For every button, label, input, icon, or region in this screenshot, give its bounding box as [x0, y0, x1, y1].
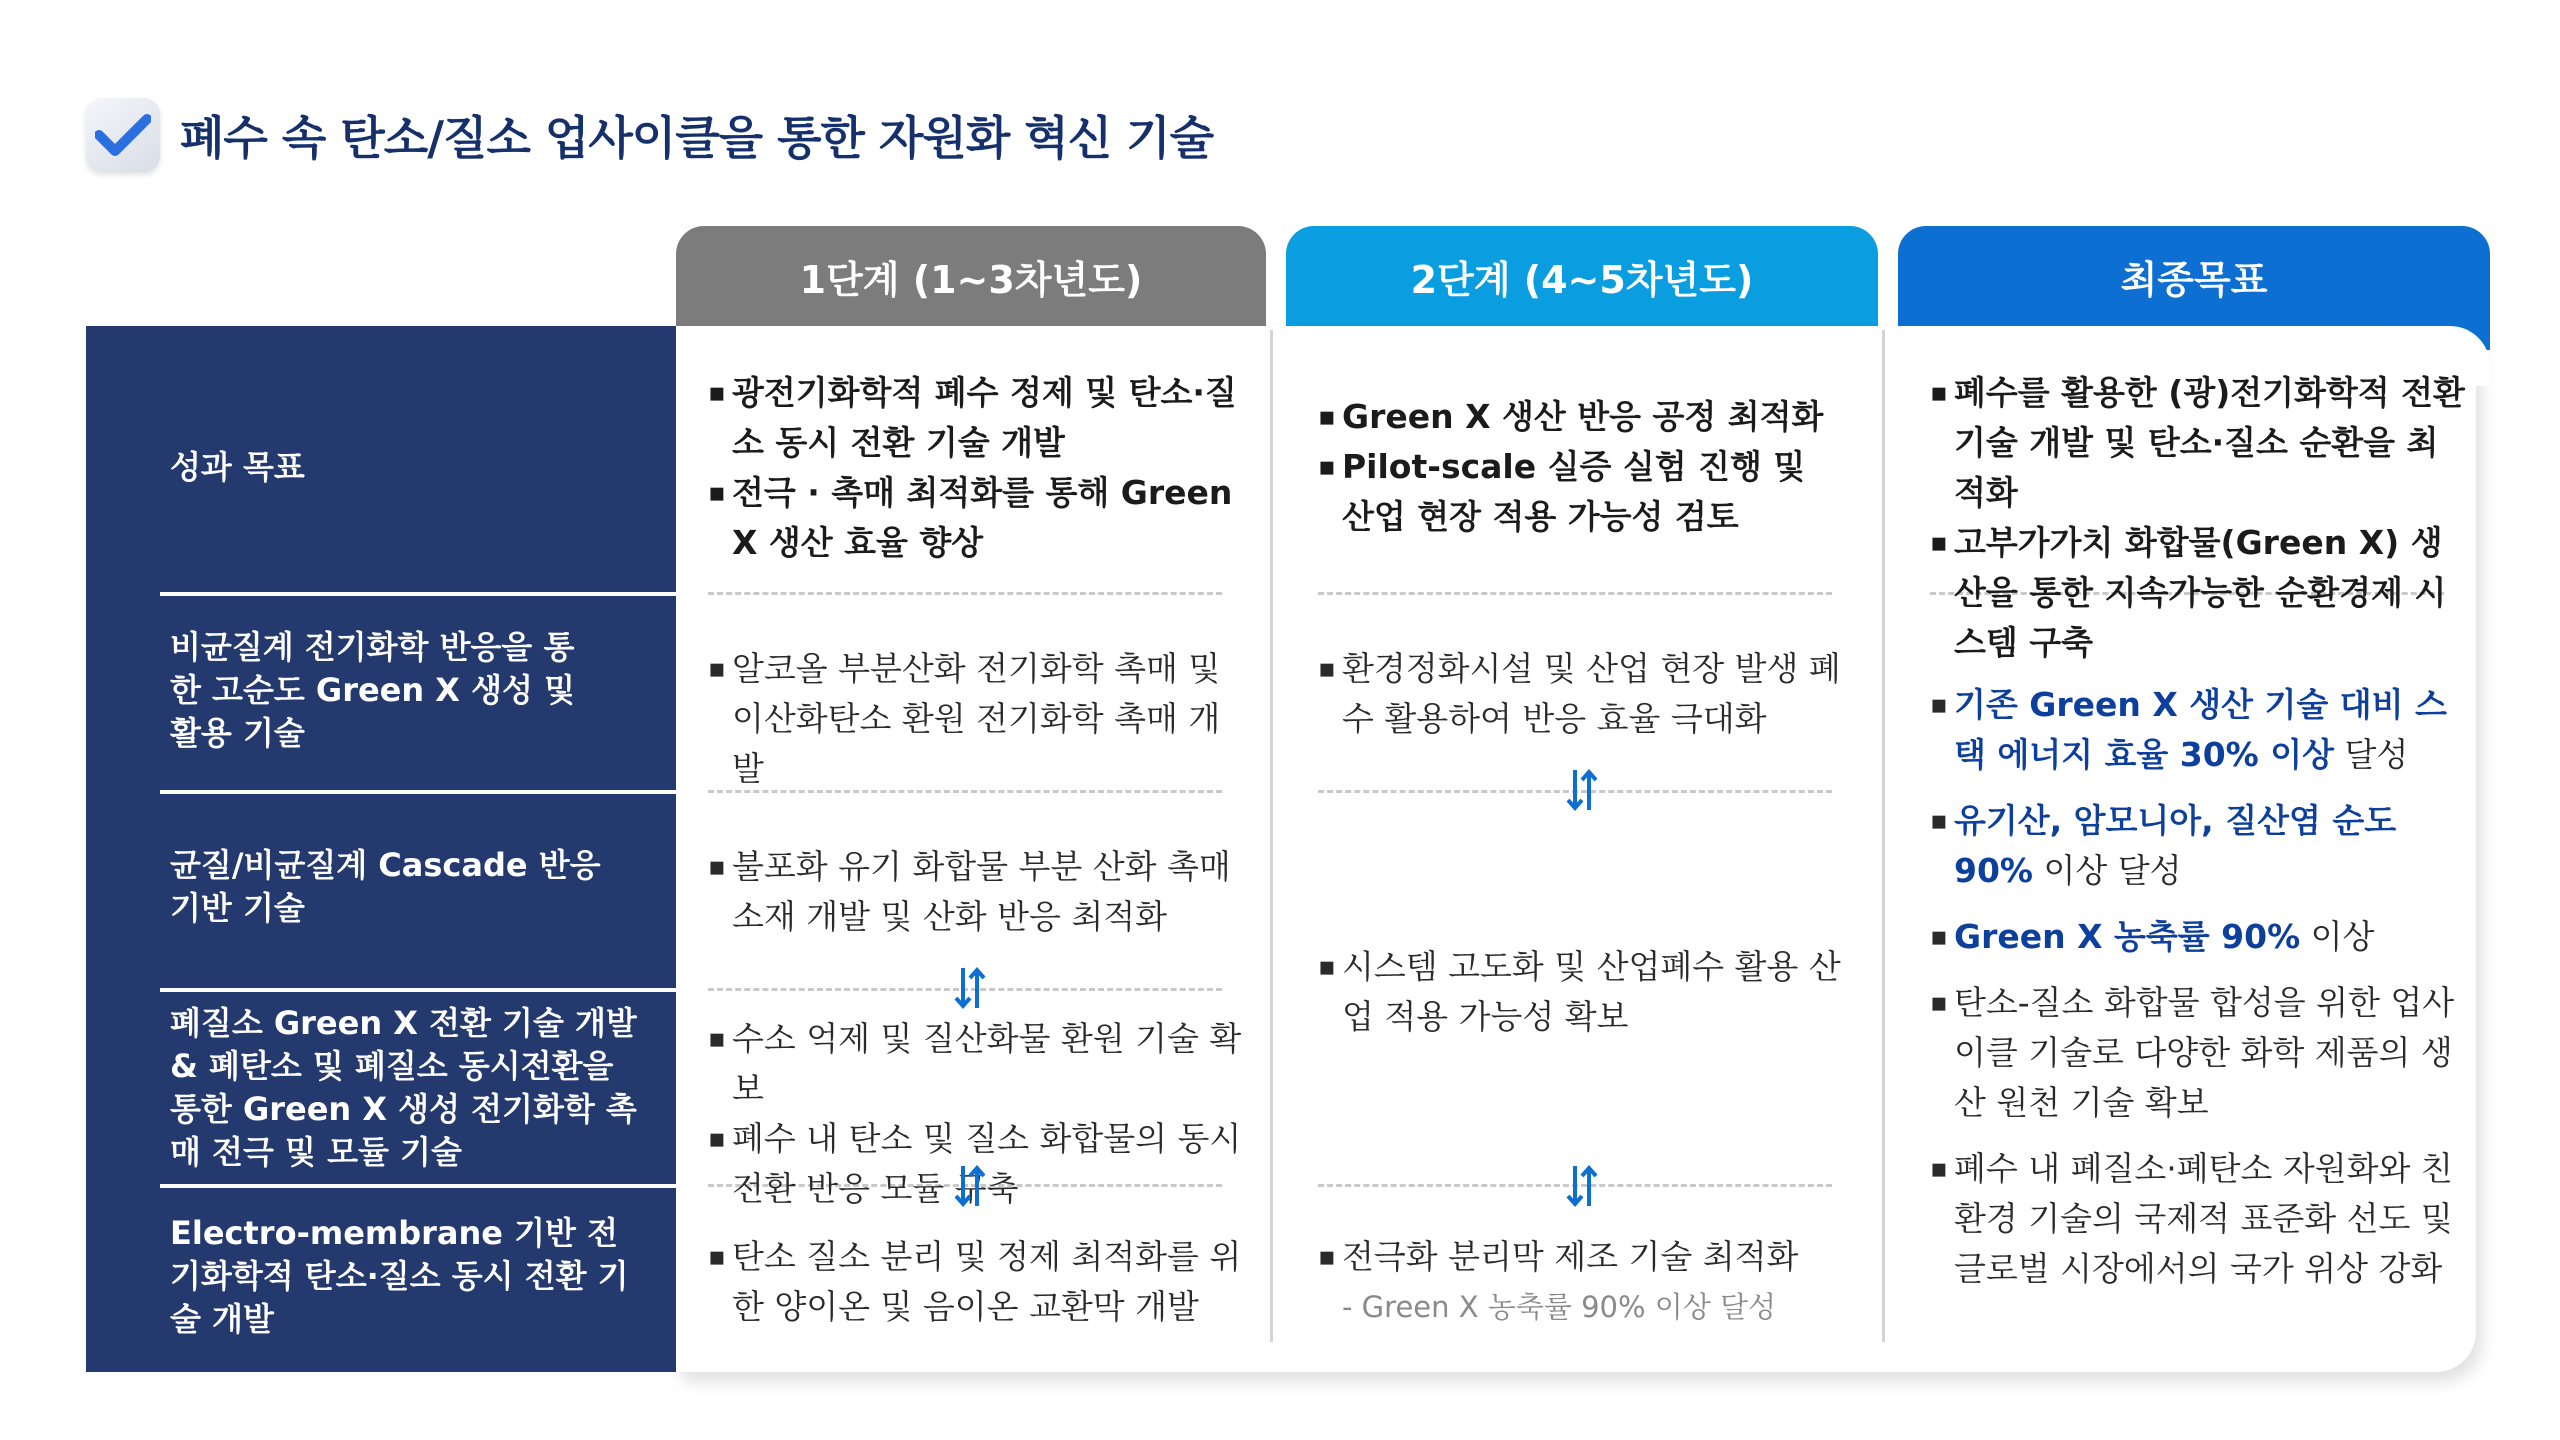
final-outcome-strong: 기존 Green X 생산 기술 대비 스택 에너지 효율 30% 이상 [1954, 685, 2447, 774]
final-outcome-rest: 이상 [2300, 917, 2375, 956]
stage2-row2-item: ▪ 환경정화시설 및 산업 현장 발생 폐수 활용하여 반응 효율 극대화 [1318, 644, 1848, 744]
final-outcome-rest: 달성 [2333, 735, 2409, 774]
title-bar [86, 98, 1213, 172]
stage2-goal [1318, 392, 1848, 542]
tab-stage2: 2단계 (4~5차년도) [1286, 226, 1878, 326]
final-outcome-item [1930, 680, 2470, 780]
up-down-arrows-icon [950, 1164, 990, 1208]
row-divider [160, 592, 676, 596]
final-outcome-strong: Green X 농축률 90% [1954, 917, 2301, 956]
column-divider [1882, 330, 1885, 1342]
stage2-row5-subnote: - Green X 농축률 90% 이상 달성 [1342, 1290, 1777, 1324]
stage1-row4-item: ▪ 폐수 내 탄소 및 질소 화합물의 동시 전환 반응 모듈 구축 [708, 1114, 1248, 1214]
up-down-arrows-icon [950, 966, 990, 1010]
column-divider [1270, 330, 1273, 1342]
dashed-divider [708, 592, 1222, 595]
row-divider [160, 988, 676, 992]
stage1-goal [708, 368, 1258, 568]
stage1-row2-item: ▪ 알코올 부분산화 전기화학 촉매 및 이산화탄소 환원 전기화학 촉매 개발 [708, 644, 1248, 794]
page-title: 폐수 속 탄소/질소 업사이클을 통한 자원화 혁신 기술 [180, 111, 1214, 165]
stage1-row4-item: ▪ 수소 억제 및 질산화물 환원 기술 확보 [708, 1014, 1248, 1114]
final-outcome-item: ▪ 탄소-질소 화합물 합성을 위한 업사이클 기술로 다양한 화학 제품의 생산 원천 기술 확보 [1930, 978, 2470, 1128]
row-label-heterogeneous: 비균질계 전기화학 반응을 통한 고순도 Green X 생성 및 활용 기술 [170, 628, 575, 752]
checkbox-check-icon [86, 98, 160, 172]
up-down-arrows-icon [1562, 768, 1602, 812]
row-label-nitrogen: 폐질소 Green X 전환 기술 개발 & 폐탄소 및 폐질소 동시전환을 통한 Green X 생성 전기화학 촉매 전극 및 모듈 기술 [170, 1004, 637, 1171]
row-divider [160, 790, 676, 794]
stage1-row2 [708, 644, 1248, 794]
final-goal-item: ▪ 고부가가치 화합물(Green X) 생산을 통한 지속가능한 순환경제 시스템 구축 [1930, 518, 2470, 668]
stage2-row2 [1318, 644, 1848, 744]
stage2-row34-item: ▪ 시스템 고도화 및 산업폐수 활용 산업 적용 가능성 확보 [1318, 942, 1848, 1042]
stage1-row3 [708, 842, 1248, 942]
row-divider [160, 1184, 676, 1188]
stage1-row5-item: ▪ 탄소 질소 분리 및 정제 최적화를 위한 양이온 및 음이온 교환막 개발 [708, 1232, 1248, 1332]
final-outcome-rest: 이상 달성 [2033, 851, 2182, 890]
final-outcome-item: ▪ 폐수 내 폐질소·폐탄소 자원화와 친환경 기술의 국제적 표준화 선도 및 글로벌 시장에서의 국가 위상 강화 [1930, 1144, 2470, 1294]
final-outcome-item [1930, 796, 2470, 896]
final-outcome-item [1930, 912, 2470, 962]
stage2-row34 [1318, 942, 1848, 1042]
row-label-column [86, 326, 676, 1372]
tab-stage1: 1단계 (1~3차년도) [676, 226, 1266, 326]
stage2-row5 [1318, 1232, 1848, 1332]
final-outcome-strong: 유기산, 암모니아, 질산염 순도 90% [1954, 801, 2397, 890]
row-label-goal: 성과 목표 [170, 448, 305, 486]
stage1-goal-item: ▪ 광전기화학적 폐수 정제 및 탄소·질소 동시 전환 기술 개발 [708, 368, 1258, 468]
final-goal-item: ▪ 폐수를 활용한 (광)전기화학적 전환 기술 개발 및 탄소·질소 순환을 최적화 [1930, 368, 2470, 518]
row-label-cascade: 균질/비균질계 Cascade 반응 기반 기술 [170, 846, 601, 927]
up-down-arrows-icon [1562, 1164, 1602, 1208]
stage1-goal-item: ▪ 전극 · 촉매 최적화를 통해 Green X 생산 효율 향상 [708, 468, 1258, 568]
stage1-row3-item: ▪ 불포화 유기 화합물 부분 산화 촉매 소재 개발 및 산화 반응 최적화 [708, 842, 1248, 942]
dashed-divider [1318, 592, 1832, 595]
stage2-goal-item: ▪ Pilot-scale 실증 실험 진행 및 산업 현장 적용 가능성 검토 [1318, 442, 1848, 542]
row-label-membrane: Electro-membrane 기반 전기화학적 탄소·질소 동시 전환 기술 개발 [170, 1214, 629, 1338]
final-goal [1930, 368, 2470, 668]
final-outcomes [1930, 680, 2470, 1294]
stage2-row5-item: ▪ 전극화 분리막 제조 기술 최적화 [1318, 1232, 1848, 1282]
stage1-row5 [708, 1232, 1248, 1332]
stage2-goal-item: ▪ Green X 생산 반응 공정 최적화 [1318, 392, 1848, 442]
tab-final: 최종목표 [1898, 226, 2490, 326]
